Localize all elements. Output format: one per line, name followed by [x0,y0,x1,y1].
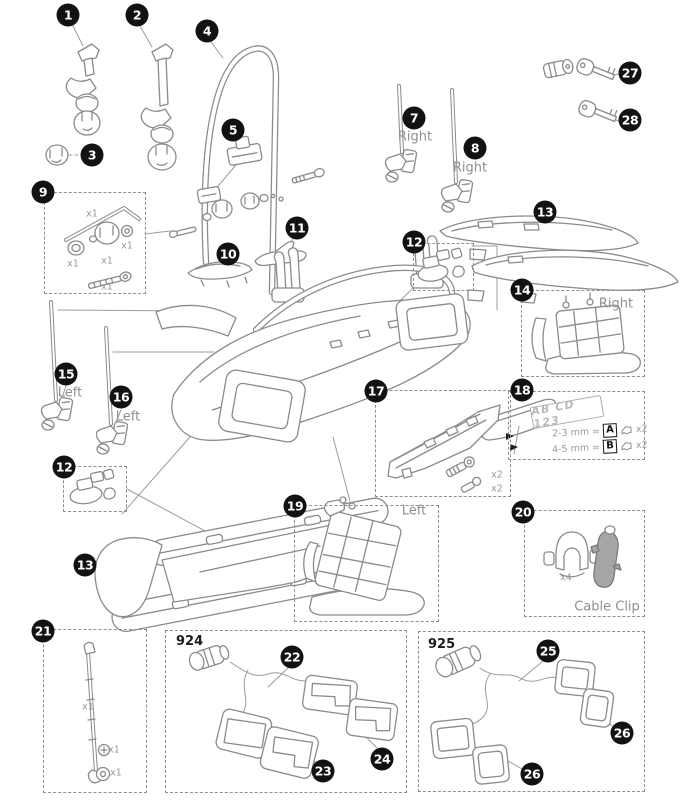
kit-code-925: 925 [428,637,456,652]
callout-19: 19 [284,495,307,518]
qty-screw-2: x1 [110,767,122,779]
license-plate-sample: AB CD 123 [530,395,605,429]
label-left-16: Left [115,409,141,425]
part-20-strap [591,526,621,587]
part-3-knob [46,145,68,165]
part-12-buckle-kit-top [417,248,464,283]
row-a-measure: 2-3 mm = [551,425,601,439]
callout-12-bottom: 12 [53,456,76,479]
label-left-19: Left [401,503,427,519]
part-27-lock-cylinder-and-key [543,55,617,85]
callout-21: 21 [32,620,55,643]
qty-bolt-small: x2 [491,483,503,495]
part-28-key [577,97,619,127]
callout-26-right: 26 [611,722,634,745]
row-b-qty: x2 [635,439,648,451]
qty-strap: x1 [82,701,94,713]
qty-spacer: x1 [67,258,79,270]
qty-hex-key: x1 [86,208,98,220]
qty-knob: x1 [101,255,113,267]
qty-screw-1: x1 [108,744,120,756]
part-21-tension-strap [84,642,110,782]
part-2-clamp-assembly [141,44,176,170]
callout-13-top: 13 [534,201,557,224]
callout-17: 17 [365,380,388,403]
callout-3: 3 [81,144,104,167]
callout-10: 10 [217,243,240,266]
kit-925-lamp-set [430,642,614,784]
callout-24: 24 [371,748,394,771]
row-a-qty: x2 [635,423,648,435]
callout-18: 18 [511,379,534,402]
callout-15: 15 [55,363,78,386]
row-a-letter-badge: A [603,423,618,438]
callout-2: 2 [126,4,149,27]
qty-washer: x1 [121,240,133,252]
callout-7: 7 [403,107,426,130]
callout-14: 14 [511,279,534,302]
row-b-measure: 4-5 mm = [551,441,601,455]
part-1-clamp-assembly [66,44,100,135]
part-12-buckle-kit-bottom [69,469,115,506]
callout-16: 16 [110,386,133,409]
part-17-light-board [388,405,500,493]
clip-icon [620,424,634,436]
callout-4: 4 [196,20,219,43]
label-left-15: Left [57,385,83,401]
qty-cable-clip: x4 [560,572,572,584]
qty-bolt: x1 [101,281,113,293]
row-b-letter-badge: B [603,439,618,454]
callout-27: 27 [619,62,642,85]
part-13-top-wing [440,216,678,303]
part-10-cover [188,262,252,287]
label-right-7: Right [397,129,433,145]
callout-22: 22 [281,646,304,669]
callout-9: 9 [32,181,55,204]
label-right-14: Right [598,296,634,312]
label-cable-clip: Cable Clip [574,599,640,615]
callout-23: 23 [312,760,335,783]
callout-26-bottom: 26 [521,763,544,786]
clip-icon [620,440,634,452]
qty-bolt-large: x2 [491,469,503,481]
label-right-8: Right [452,160,488,176]
callout-13-bottom: 13 [74,554,97,577]
callout-11: 11 [286,217,309,240]
callout-20: 20 [512,501,535,524]
callout-12-top: 12 [403,231,426,254]
callout-8: 8 [464,137,487,160]
callout-1: 1 [57,4,80,27]
callout-28: 28 [619,109,642,132]
callout-5: 5 [222,119,245,142]
kit-code-924: 924 [176,634,204,649]
callout-25: 25 [537,640,560,663]
part-20-cable-clip [544,526,621,587]
